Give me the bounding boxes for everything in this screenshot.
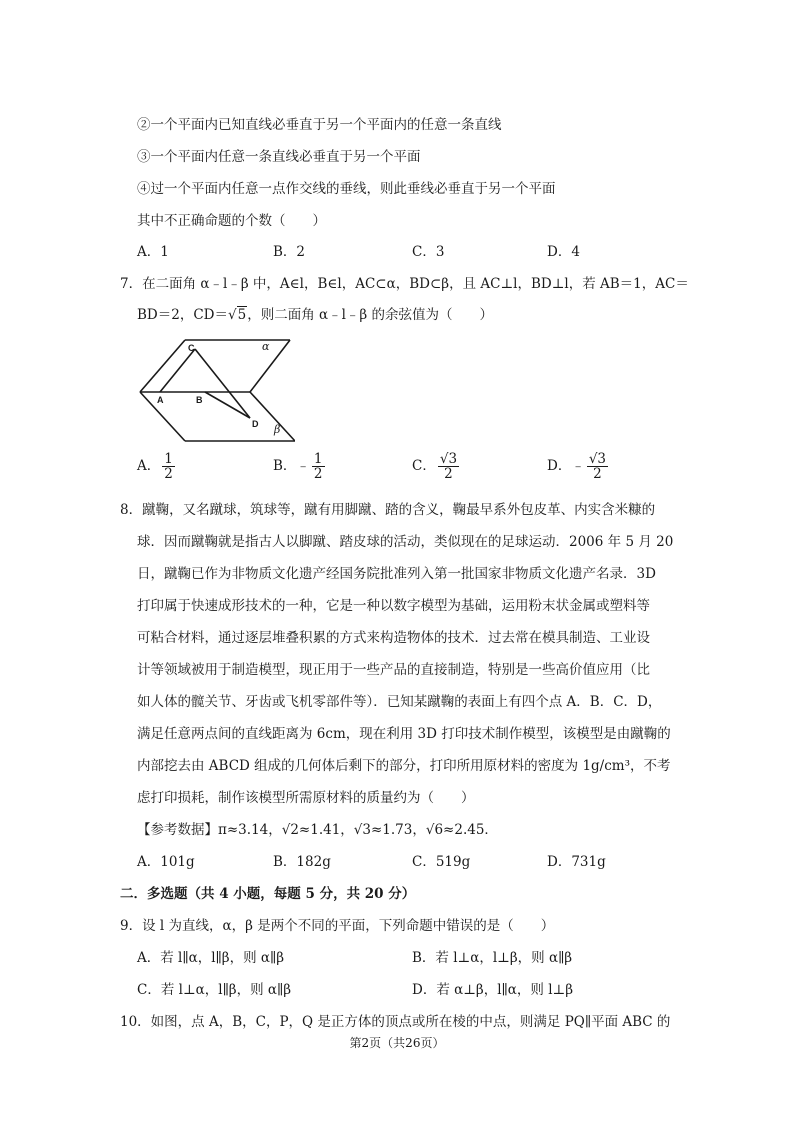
q7-option-c-denominator: 2 xyxy=(444,466,453,483)
dihedral-angle-figure xyxy=(135,335,295,445)
label-d: D xyxy=(252,419,259,429)
q8-option-d: D．731g xyxy=(547,854,606,870)
sqrt5-radicand: 5 xyxy=(237,307,247,323)
q9-option-a: A．若 l∥α，l∥β，则 α∥β xyxy=(137,950,285,966)
q8-line-5: 可粘合材料，通过逐层堆叠积累的方式来构造物体的技术．过去常在模具制造、工业设 xyxy=(137,630,650,646)
q7-option-d-denominator: 2 xyxy=(593,466,602,483)
q8-line-6: 计等领域被用于制造模型，现正用于一些产品的直接制造，特别是一些高价值应用（比 xyxy=(137,662,650,678)
q7-stem-part-a: BD＝2，CD＝ xyxy=(137,307,228,323)
q7-option-d-fraction xyxy=(587,452,608,481)
q7-option-a xyxy=(137,452,177,481)
q6-item-3: ③一个平面内任意一条直线必垂直于另一个平面 xyxy=(137,149,421,165)
alpha-plane-left-edge xyxy=(140,340,185,392)
q8-line-10: 虑打印损耗，制作该模型所需原材料的质量约为（ ） xyxy=(137,790,475,806)
q7-stem-line2 xyxy=(137,305,493,325)
label-beta: β xyxy=(274,423,281,436)
q7-option-d-letter: D． xyxy=(547,458,572,475)
q7-stem-part-b: ，则二面角 α﹣l﹣β 的余弦值为（ ） xyxy=(247,307,494,323)
segment-cd xyxy=(195,349,250,418)
q6-item-4: ④过一个平面内任意一点作交线的垂线，则此垂线必垂直于另一个平面 xyxy=(137,181,556,197)
q7-option-a-denominator: 2 xyxy=(164,466,173,483)
q7-option-a-fraction xyxy=(162,452,175,481)
sqrt5-expression: √5 xyxy=(228,307,247,323)
alpha-plane-right-edge xyxy=(250,340,290,392)
q8-line-7: 如人体的髋关节、牙齿或飞机零部件等）．已知某蹴鞠的表面上有四个点 A．B．C．D， xyxy=(137,694,662,710)
q7-option-b-letter: B． xyxy=(273,458,297,475)
q8-line-2: 球．因而蹴鞠就是指古人以脚蹴、踏皮球的活动，类似现在的足球运动．2006 年 5 月 20 xyxy=(137,534,674,550)
q6-question: 其中不正确命题的个数（ ） xyxy=(137,213,326,229)
label-a: A xyxy=(157,395,164,405)
q7-option-b-numerator: 1 xyxy=(313,451,323,467)
q6-option-a: A．1 xyxy=(137,244,169,260)
label-alpha: α xyxy=(262,340,270,353)
q7-option-b-fraction xyxy=(312,452,325,481)
q8-line-3: 日，蹴鞠已作为非物质文化遗产经国务院批准列入第一批国家非物质文化遗产名录．3D xyxy=(137,566,656,582)
q6-option-b: B．2 xyxy=(273,244,306,260)
label-b: B xyxy=(196,395,203,405)
q9-option-d: D．若 α⊥β，l∥α，则 l⊥β xyxy=(412,982,574,998)
page-footer: 第2页（共26页） xyxy=(349,1036,445,1050)
q9-option-b: B．若 l⊥α，l⊥β，则 α∥β xyxy=(412,950,573,966)
q7-option-c-letter: C． xyxy=(412,458,436,475)
q9-stem: 9．设 l 为直线，α，β 是两个不同的平面，下列命题中错误的是（ ） xyxy=(120,918,555,934)
q10-stem: 10．如图，点 A，B，C，P，Q 是正方体的顶点或所在棱的中点，则满足 PQ∥平面 ABC 的 xyxy=(120,1014,671,1030)
q9-option-c: C．若 l⊥α，l∥β，则 α∥β xyxy=(137,982,292,998)
q8-option-b: B．182g xyxy=(273,854,331,870)
q8-option-c: C．519g xyxy=(412,854,471,870)
q7-option-d-sign: ﹣ xyxy=(571,458,585,475)
section-heading-multiple-choice: 二．多选题（共 4 小题，每题 5 分，共 20 分） xyxy=(120,886,416,902)
q8-line-9: 内部挖去由 ABCD 组成的几何体后剩下的部分，打印所用原材料的密度为 1g/cm³，不考 xyxy=(137,758,671,774)
q6-option-c: C．3 xyxy=(412,244,445,260)
q7-option-a-numerator: 1 xyxy=(164,451,173,467)
q7-option-b-denominator: 2 xyxy=(313,466,323,483)
q8-line-4: 打印属于快速成形技术的一种，它是一种以数字模型为基础，运用粉末状金属或塑料等 xyxy=(137,598,650,614)
q6-item-2: ②一个平面内已知直线必垂直于另一个平面内的任意一条直线 xyxy=(137,117,502,133)
q7-option-d-numerator: √3 xyxy=(588,451,607,467)
q8-line-1: 8．蹴鞠，又名蹴球，筑球等，蹴有用脚蹴、踏的含义，鞠最早系外包皮革、内实含米糠的 xyxy=(120,502,656,518)
q7-option-c xyxy=(412,452,461,481)
segment-ac xyxy=(160,349,195,392)
label-c: C xyxy=(188,343,195,353)
q7-stem-line1: 7．在二面角 α﹣l﹣β 中，A∈l，B∈l，AC⊂α，BD⊂β，且 AC⊥l，BD⊥l，若 AB＝1，AC＝ xyxy=(120,276,689,292)
q7-option-d xyxy=(547,452,610,481)
q8-option-a: A．101g xyxy=(137,854,195,870)
q6-option-d: D．4 xyxy=(547,244,580,260)
q7-option-a-letter: A． xyxy=(137,458,161,475)
q8-line-8: 满足任意两点间的直线距离为 6cm，现在利用 3D 打印技术制作模型，该模型是由蹴鞠的 xyxy=(137,726,671,742)
q7-option-c-fraction xyxy=(438,452,459,481)
q8-reference-data: 【参考数据】π≈3.14，√2≈1.41，√3≈1.73，√6≈2.45． xyxy=(137,822,498,838)
q7-option-c-numerator: √3 xyxy=(439,451,458,467)
segment-bd xyxy=(205,392,250,418)
beta-plane-right-edge xyxy=(250,392,295,441)
q7-option-b-sign: ﹣ xyxy=(296,458,310,475)
q7-option-b xyxy=(273,452,327,481)
